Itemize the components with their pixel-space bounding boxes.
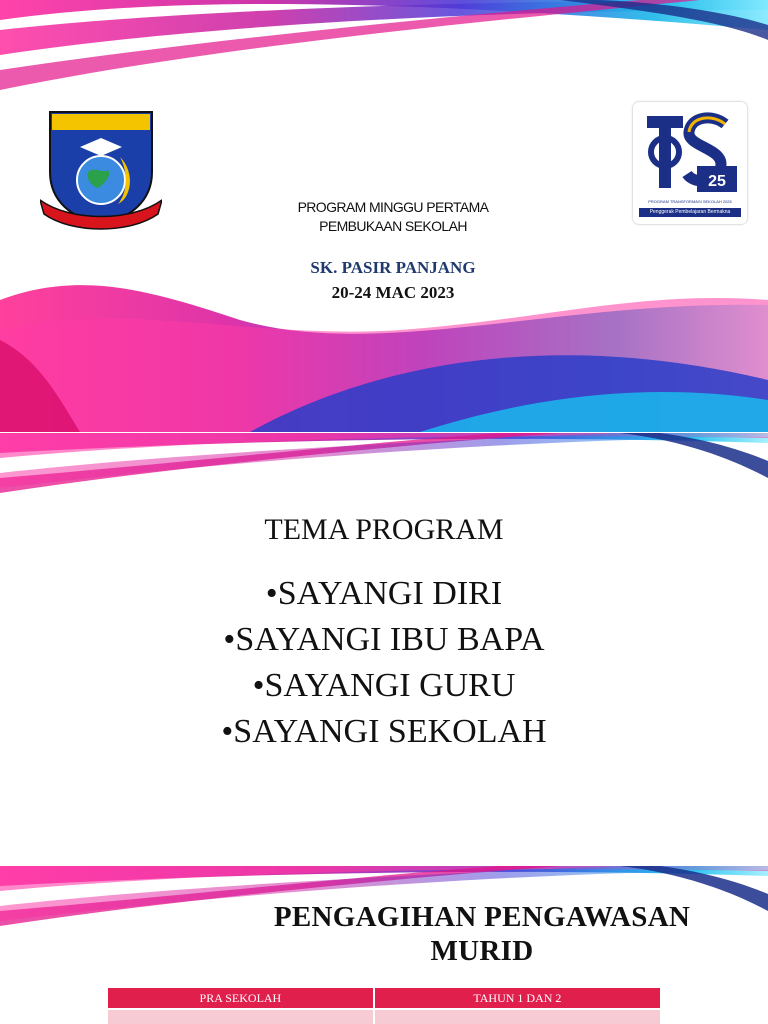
supervision-title bbox=[232, 900, 732, 968]
supervision-title-line-2: MURID bbox=[430, 935, 534, 967]
ts25-emblem-icon bbox=[633, 102, 747, 224]
program-dates: 20-24 MAC 2023 bbox=[331, 283, 455, 302]
supervision-title-line-1: PENGAGIHAN PENGAWASAN bbox=[273, 901, 691, 933]
theme-title: TEMA PROGRAM bbox=[264, 513, 504, 546]
table-cell bbox=[374, 1009, 660, 1024]
table-header-cell: PRA SEKOLAH bbox=[108, 988, 374, 1009]
slide-3 bbox=[0, 866, 768, 1024]
table-header-row bbox=[108, 988, 660, 1009]
school-name: SK. PASIR PANJANG bbox=[310, 258, 476, 277]
ts25-number: 25 bbox=[708, 173, 726, 190]
theme-item: •SAYANGI DIRI bbox=[265, 575, 503, 612]
slide-1 bbox=[0, 0, 768, 432]
ts25-logo bbox=[633, 102, 747, 224]
table-row bbox=[108, 1009, 660, 1024]
table-cell bbox=[108, 1009, 374, 1024]
ts25-caption: PROGRAM TRANSFORMASI SEKOLAH 2025 bbox=[648, 199, 732, 204]
supervision-table bbox=[108, 988, 660, 1024]
theme-list bbox=[0, 571, 768, 755]
slide-2 bbox=[0, 433, 768, 866]
theme-item: •SAYANGI GURU bbox=[252, 667, 516, 704]
ts25-banner: Penggerak Pembelajaran Bermakna bbox=[639, 208, 741, 217]
theme-item: •SAYANGI SEKOLAH bbox=[221, 713, 547, 750]
program-title bbox=[200, 198, 586, 236]
table-header-cell: TAHUN 1 DAN 2 bbox=[374, 988, 660, 1009]
program-title-line-2: PEMBUKAAN SEKOLAH bbox=[319, 218, 467, 234]
program-title-line-1: PROGRAM MINGGU PERTAMA bbox=[297, 199, 489, 215]
school-crest-logo bbox=[40, 102, 162, 230]
theme-item: •SAYANGI IBU BAPA bbox=[223, 621, 545, 658]
